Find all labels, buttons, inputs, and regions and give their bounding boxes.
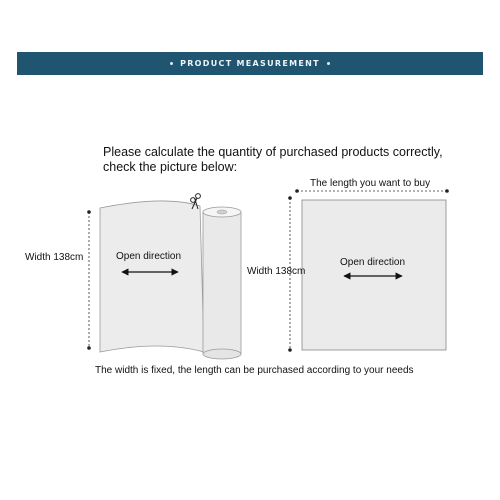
right-length-label: The length you want to buy: [310, 178, 431, 189]
footer-note: The width is fixed, the length can be purchased according to your needs: [95, 365, 414, 376]
instruction-line-1: Please calculate the quantity of purchased products correctly,: [103, 145, 443, 159]
right-open-direction-label: Open direction: [340, 257, 406, 268]
left-width-indicator: [87, 210, 91, 350]
fabric-roll: [203, 207, 241, 359]
fabric-sheet-left: [100, 201, 204, 352]
fabric-sheet-right: [302, 200, 446, 350]
banner-title: PRODUCT MEASUREMENT: [180, 59, 320, 68]
left-open-direction-label: Open direction: [116, 251, 182, 262]
right-length-indicator: [295, 189, 449, 193]
left-width-label: Width 138cm: [25, 252, 84, 263]
instruction-line-2: check the picture below:: [103, 160, 238, 174]
right-width-label: Width 138cm: [247, 266, 306, 277]
